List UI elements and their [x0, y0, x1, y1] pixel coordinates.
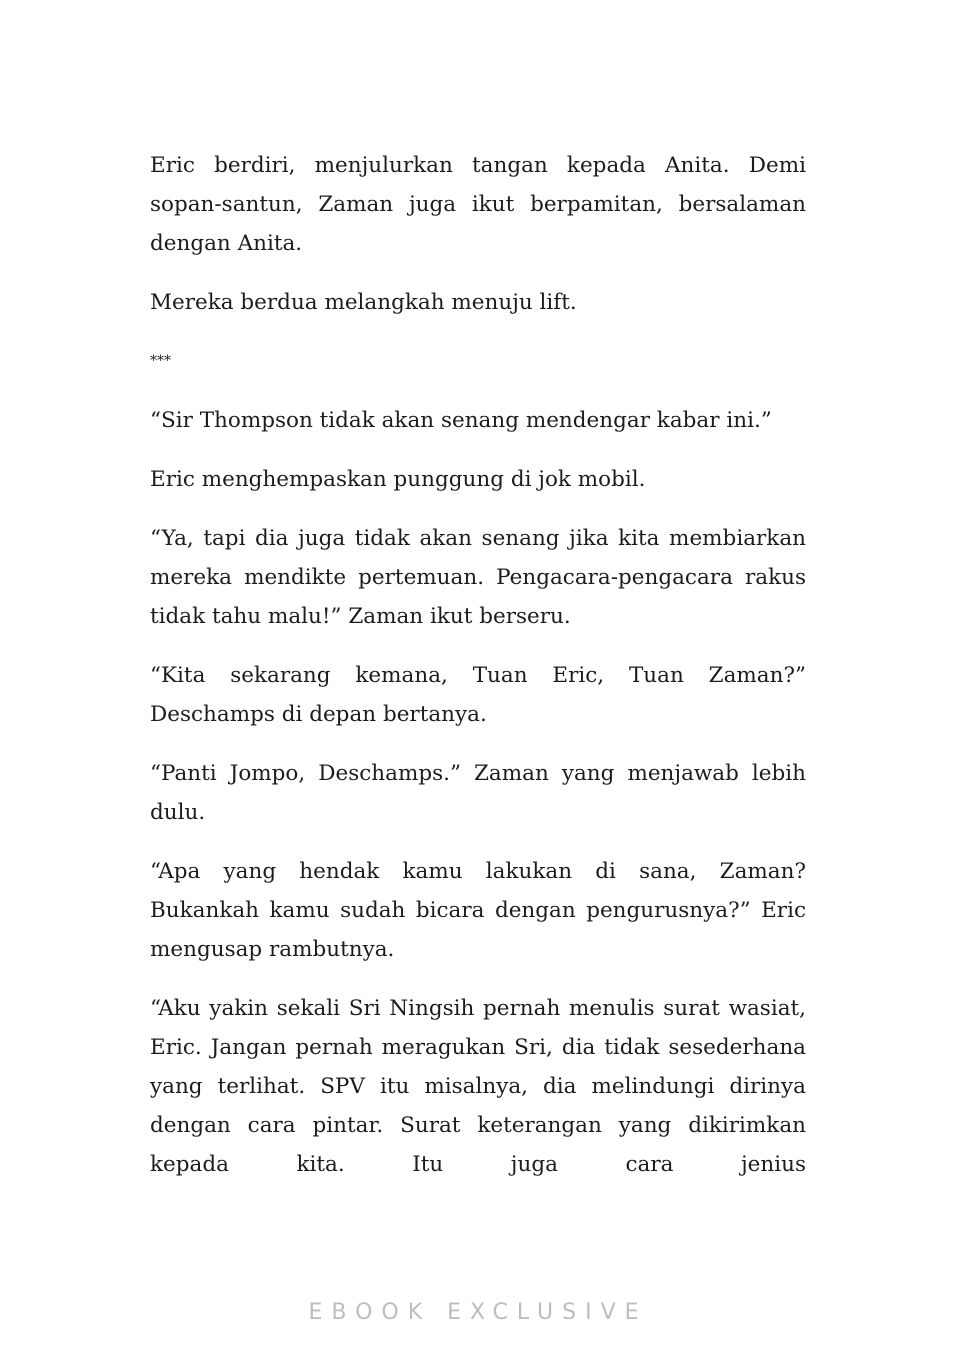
paragraph-8: “Apa yang hendak kamu lakukan di sana, Zaman? Bukankah kamu sudah bicara dengan pengurusnya?” Eric mengusap rambutnya.	[150, 859, 806, 962]
paragraph-5: “Ya, tapi dia juga tidak akan senang jika kita membiarkan mereka mendikte pertemuan. Pengacara-pengacara rakus tidak tahu malu!” Zaman ikut berseru.	[150, 526, 806, 629]
page-body	[150, 146, 806, 1204]
footer-watermark: EBOOK EXCLUSIVE	[308, 1300, 648, 1325]
paragraph-3: “Sir Thompson tidak akan senang mendengar kabar ini.”	[150, 408, 772, 433]
paragraph-2: Mereka berdua melangkah menuju lift.	[150, 290, 577, 315]
paragraph-7: “Panti Jompo, Deschamps.” Zaman yang menjawab lebih dulu.	[150, 761, 806, 825]
paragraph-6: “Kita sekarang kemana, Tuan Eric, Tuan Zaman?” Deschamps di depan bertanya.	[150, 663, 806, 727]
paragraph-1: Eric berdiri, menjulurkan tangan kepada Anita. Demi sopan-santun, Zaman juga ikut berpamitan, bersalaman dengan Anita.	[150, 153, 806, 256]
paragraph-9: “Aku yakin sekali Sri Ningsih pernah menulis surat wasiat, Eric. Jangan pernah meragukan Sri, dia tidak sesederhana yang terlihat. SPV itu misalnya, dia melindungi dirinya dengan cara pintar. Surat keterangan yang dikirimkan kepada kita. Itu juga cara jenius	[150, 996, 806, 1177]
scene-separator: ***	[150, 353, 171, 369]
paragraph-4: Eric menghempaskan punggung di jok mobil.	[150, 467, 646, 492]
